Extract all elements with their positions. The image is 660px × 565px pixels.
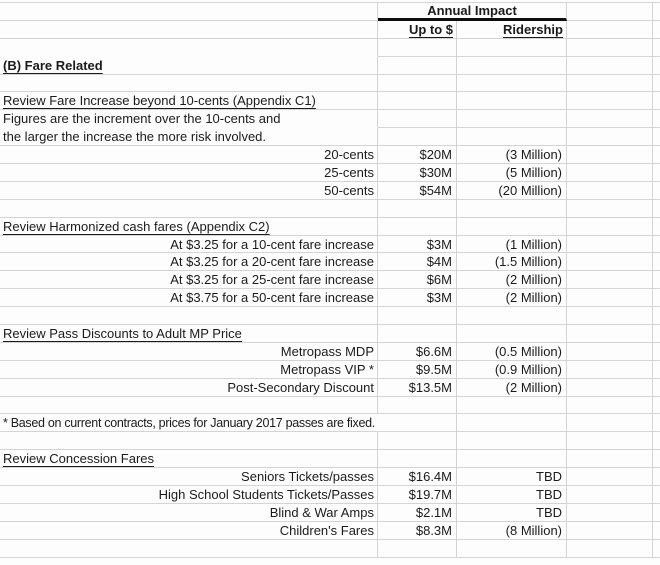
empty-cell — [457, 307, 567, 325]
empty-cell — [457, 39, 567, 57]
empty-cell — [567, 75, 653, 93]
ridership-value: (3 Million) — [457, 146, 567, 164]
row-label: At $3.25 for a 20-cent fare increase — [0, 253, 378, 271]
empty-cell — [653, 361, 660, 379]
empty-cell — [567, 271, 653, 289]
empty-cell — [378, 39, 457, 57]
table-row-section — [0, 92, 660, 110]
empty-cell — [567, 218, 653, 236]
table-row-data — [0, 343, 660, 361]
row-label: Metropass MDP — [0, 343, 378, 361]
table-row-blank — [0, 307, 660, 325]
empty-cell — [653, 182, 660, 200]
empty-cell — [567, 504, 653, 522]
table-row-blank — [0, 540, 660, 558]
empty-cell — [567, 307, 653, 325]
empty-cell — [457, 75, 567, 93]
empty-cell — [567, 3, 653, 21]
empty-cell — [567, 361, 653, 379]
ridership-value: TBD — [457, 504, 567, 522]
empty-cell — [0, 307, 378, 325]
table-row-text — [0, 110, 660, 128]
empty-cell — [653, 200, 660, 218]
row-label: At $3.75 for a 50-cent fare increase — [0, 289, 378, 307]
up-to-value: $6M — [378, 271, 457, 289]
empty-cell — [0, 39, 378, 57]
up-to-value: $6.6M — [378, 343, 457, 361]
note-text: * Based on current contracts, prices for January 2017 passes are fixed. — [0, 414, 457, 432]
empty-cell — [653, 128, 660, 146]
empty-cell — [567, 414, 653, 432]
table-body — [0, 39, 660, 558]
annual-impact-header-row — [0, 3, 660, 21]
table-row-data — [0, 236, 660, 254]
empty-cell — [653, 486, 660, 504]
empty-cell — [378, 325, 457, 343]
empty-cell — [378, 218, 457, 236]
row-label: Review Harmonized cash fares (Appendix C2) — [0, 218, 378, 236]
row-label: the larger the increase the more risk involved. — [0, 128, 378, 146]
empty-cell — [457, 128, 567, 146]
empty-cell — [457, 414, 567, 432]
empty-cell — [653, 540, 660, 558]
empty-cell — [653, 39, 660, 57]
empty-cell — [567, 200, 653, 218]
up-to-value: $30M — [378, 164, 457, 182]
ridership-value: (1.5 Million) — [457, 253, 567, 271]
row-label: High School Students Tickets/Passes — [0, 486, 378, 504]
empty-cell — [567, 397, 653, 415]
empty-cell — [567, 146, 653, 164]
empty-cell — [0, 75, 378, 93]
ridership-value: (5 Million) — [457, 164, 567, 182]
table-row-data — [0, 146, 660, 164]
table-row-data — [0, 379, 660, 397]
row-label: 25-cents — [0, 164, 378, 182]
ridership-value: TBD — [457, 486, 567, 504]
up-to-value: $13.5M — [378, 379, 457, 397]
empty-cell — [653, 253, 660, 271]
table-row-data — [0, 468, 660, 486]
empty-cell — [653, 57, 660, 75]
table-row-section — [0, 218, 660, 236]
empty-cell — [378, 75, 457, 93]
table-row-section — [0, 450, 660, 468]
empty-cell — [457, 92, 567, 110]
empty-cell — [567, 128, 653, 146]
up-to-value: $16.4M — [378, 468, 457, 486]
ridership-value: (8 Million) — [457, 522, 567, 540]
empty-cell — [567, 486, 653, 504]
empty-cell — [457, 200, 567, 218]
empty-cell — [378, 540, 457, 558]
empty-cell — [567, 468, 653, 486]
up-to-value: $3M — [378, 289, 457, 307]
empty-cell — [653, 414, 660, 432]
empty-cell — [378, 200, 457, 218]
empty-cell — [0, 432, 378, 450]
ridership-value: (2 Million) — [457, 271, 567, 289]
table-row-data — [0, 504, 660, 522]
empty-cell — [653, 3, 660, 21]
empty-cell — [653, 146, 660, 164]
row-label: 50-cents — [0, 182, 378, 200]
empty-cell — [653, 307, 660, 325]
empty-cell — [0, 21, 378, 39]
table-row-data — [0, 361, 660, 379]
row-label: Review Fare Increase beyond 10-cents (Appendix C1) — [0, 92, 378, 110]
row-label: 20-cents — [0, 146, 378, 164]
empty-cell — [653, 271, 660, 289]
empty-cell — [567, 182, 653, 200]
row-label: Metropass VIP * — [0, 361, 378, 379]
up-to-column-header: Up to $ — [378, 21, 457, 39]
table-row-data — [0, 486, 660, 504]
up-to-value: $4M — [378, 253, 457, 271]
table-row-text — [0, 128, 660, 146]
empty-cell — [457, 110, 567, 128]
ridership-value: (0.5 Million) — [457, 343, 567, 361]
table-row-blank — [0, 200, 660, 218]
table-row-data — [0, 522, 660, 540]
row-label: Figures are the increment over the 10-cents and — [0, 110, 378, 128]
empty-cell — [567, 110, 653, 128]
table-row-blank — [0, 39, 660, 57]
empty-cell — [567, 289, 653, 307]
empty-cell — [653, 397, 660, 415]
empty-cell — [567, 325, 653, 343]
empty-cell — [567, 57, 653, 75]
empty-cell — [567, 450, 653, 468]
empty-cell — [653, 92, 660, 110]
empty-cell — [378, 307, 457, 325]
empty-cell — [457, 432, 567, 450]
empty-cell — [653, 450, 660, 468]
row-label: At $3.25 for a 10-cent fare increase — [0, 236, 378, 254]
table-row-blank — [0, 432, 660, 450]
empty-cell — [653, 218, 660, 236]
empty-cell — [567, 432, 653, 450]
table-row-data — [0, 182, 660, 200]
empty-cell — [378, 397, 457, 415]
ridership-column-header: Ridership — [457, 21, 567, 39]
empty-cell — [567, 343, 653, 361]
empty-cell — [567, 522, 653, 540]
column-headers-row — [0, 21, 660, 39]
empty-cell — [457, 325, 567, 343]
empty-cell — [567, 92, 653, 110]
empty-cell — [0, 3, 378, 21]
empty-cell — [653, 110, 660, 128]
empty-cell — [567, 253, 653, 271]
empty-cell — [653, 325, 660, 343]
empty-cell — [567, 379, 653, 397]
empty-cell — [0, 540, 378, 558]
empty-cell — [457, 397, 567, 415]
empty-cell — [457, 450, 567, 468]
up-to-value: $8.3M — [378, 522, 457, 540]
empty-cell — [378, 450, 457, 468]
table-row-note — [0, 414, 660, 432]
empty-cell — [653, 164, 660, 182]
ridership-value: TBD — [457, 468, 567, 486]
empty-cell — [378, 128, 457, 146]
empty-cell — [653, 343, 660, 361]
empty-cell — [653, 468, 660, 486]
row-label: Review Pass Discounts to Adult MP Price — [0, 325, 378, 343]
empty-cell — [457, 57, 567, 75]
empty-cell — [457, 218, 567, 236]
table-row-data — [0, 164, 660, 182]
row-label: Post-Secondary Discount — [0, 379, 378, 397]
empty-cell — [378, 92, 457, 110]
empty-cell — [567, 21, 653, 39]
empty-cell — [378, 432, 457, 450]
ridership-value: (2 Million) — [457, 379, 567, 397]
row-label: Children's Fares — [0, 522, 378, 540]
table-row-blank — [0, 397, 660, 415]
row-label: At $3.25 for a 25-cent fare increase — [0, 271, 378, 289]
up-to-value: $2.1M — [378, 504, 457, 522]
ridership-value: (1 Million) — [457, 236, 567, 254]
empty-cell — [0, 397, 378, 415]
ridership-value: (2 Million) — [457, 289, 567, 307]
empty-cell — [653, 289, 660, 307]
empty-cell — [653, 522, 660, 540]
empty-cell — [653, 504, 660, 522]
empty-cell — [653, 21, 660, 39]
table-row-data — [0, 271, 660, 289]
row-label: Seniors Tickets/passes — [0, 468, 378, 486]
ridership-value: (0.9 Million) — [457, 361, 567, 379]
empty-cell — [0, 200, 378, 218]
row-label: Blind & War Amps — [0, 504, 378, 522]
up-to-value: $20M — [378, 146, 457, 164]
empty-cell — [653, 75, 660, 93]
empty-cell — [653, 236, 660, 254]
empty-cell — [567, 164, 653, 182]
table-row-blank — [0, 75, 660, 93]
up-to-value: $9.5M — [378, 361, 457, 379]
table-row-section_bold — [0, 57, 660, 75]
up-to-value: $3M — [378, 236, 457, 254]
up-to-value: $54M — [378, 182, 457, 200]
empty-cell — [457, 540, 567, 558]
table-row-data — [0, 253, 660, 271]
row-label: (B) Fare Related — [0, 57, 378, 75]
empty-cell — [653, 432, 660, 450]
empty-cell — [378, 110, 457, 128]
empty-cell — [567, 39, 653, 57]
row-label: Review Concession Fares — [0, 450, 378, 468]
empty-cell — [378, 57, 457, 75]
table-row-data — [0, 289, 660, 307]
empty-cell — [567, 236, 653, 254]
ridership-value: (20 Million) — [457, 182, 567, 200]
empty-cell — [567, 540, 653, 558]
empty-cell — [653, 379, 660, 397]
up-to-value: $19.7M — [378, 486, 457, 504]
table-row-section — [0, 325, 660, 343]
annual-impact-header: Annual Impact — [378, 3, 567, 21]
